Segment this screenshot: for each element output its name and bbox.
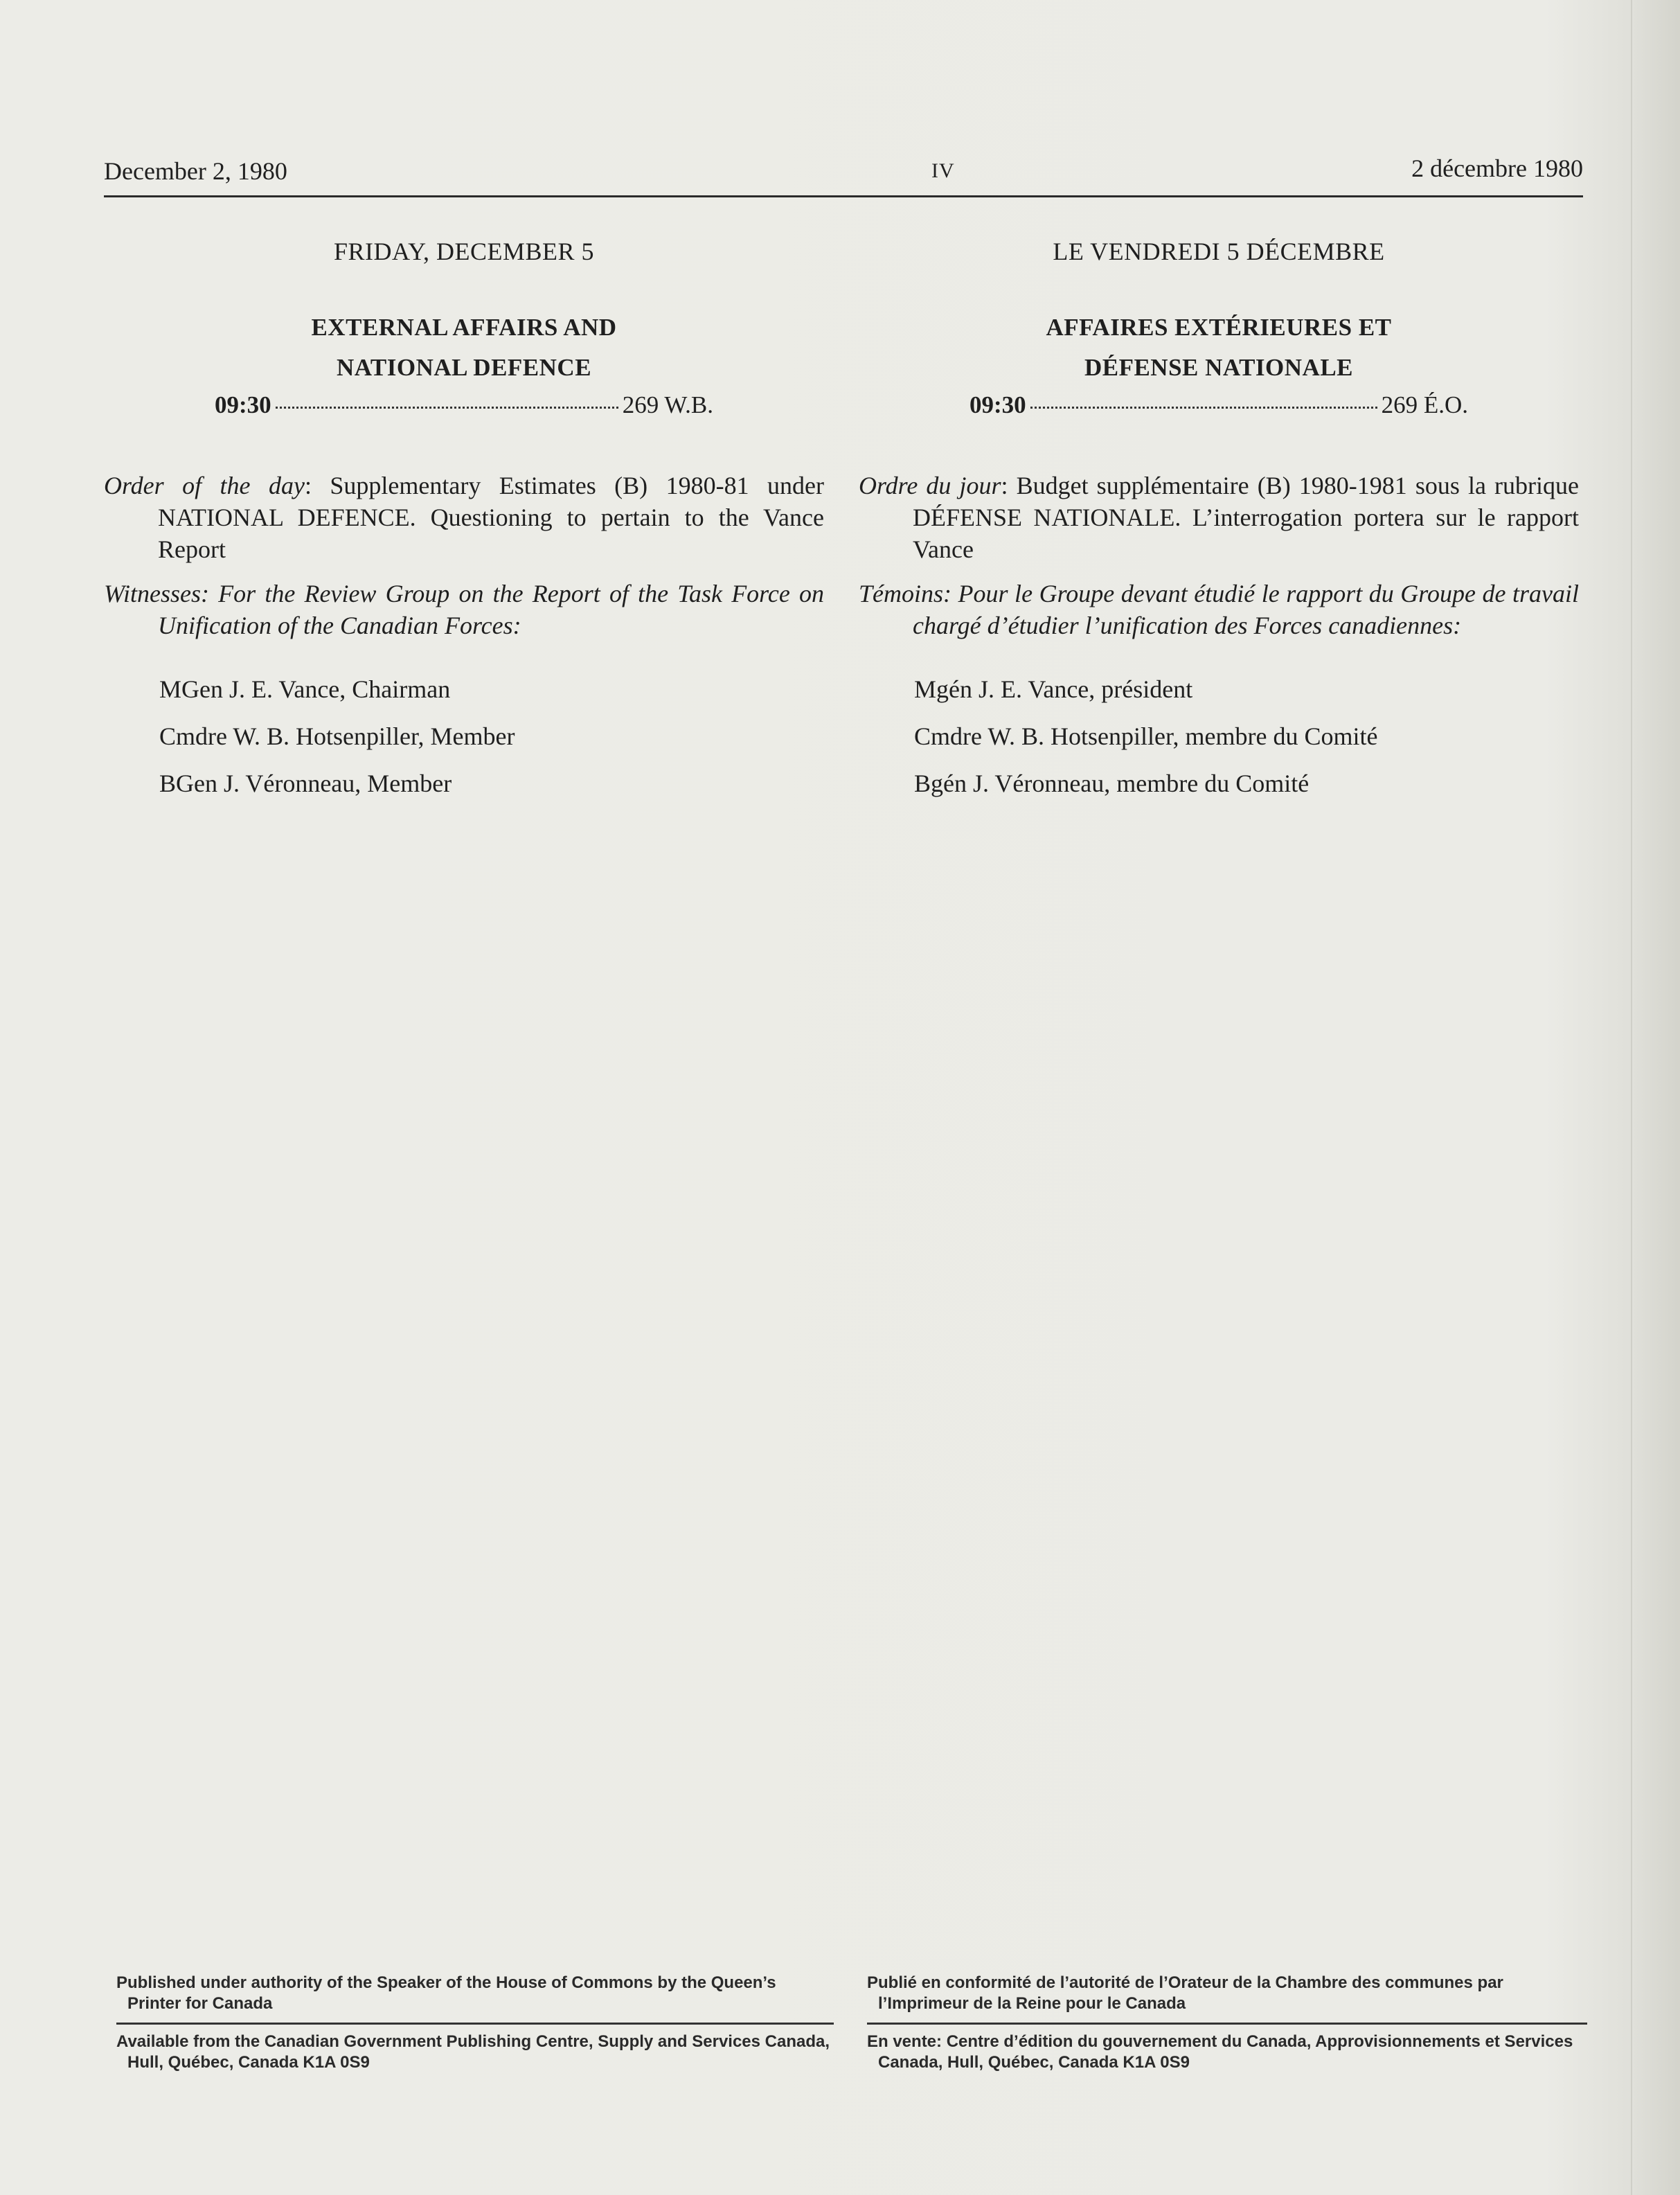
- footer-english: [116, 1973, 834, 2073]
- day-title: FRIDAY, DECEMBER 5: [333, 238, 595, 265]
- committee-line-2: DÉFENSE NATIONALE: [1084, 354, 1354, 381]
- dot-leader: [1030, 407, 1377, 409]
- page-edge: [1631, 0, 1680, 2195]
- meeting-time-room: [969, 389, 1468, 421]
- committee-line-1: EXTERNAL AFFAIRS AND: [311, 314, 617, 341]
- footer-french: [867, 1973, 1587, 2073]
- meeting-time: 09:30: [215, 391, 271, 418]
- witnesses-label: Témoins: [859, 580, 944, 607]
- order-of-the-day: [859, 470, 1579, 565]
- witnesses-label: Witnesses: [104, 580, 201, 607]
- witnesses-text: : For the Review Group on the Report of the Task Force on Unification of the Canadian Forces:: [158, 580, 824, 639]
- order-label: Order of the day: [104, 472, 305, 499]
- order-of-the-day: [104, 470, 824, 565]
- french-column: [859, 236, 1579, 815]
- footer-available: En vente: Centre d’édition du gouvernement du Canada, Approvisionnements et Services Canada, Hull, Québec, Canada K1A 0S9: [867, 2032, 1573, 2072]
- committee-name: [104, 308, 824, 388]
- page-header: [104, 151, 1583, 197]
- order-text: : Supplementary Estimates (B) 1980-81 under NATIONAL DEFENCE. Questioning to pertain to the Vance Report: [158, 472, 824, 563]
- footer-available: Available from the Canadian Government Publishing Centre, Supply and Services Canada, Hull, Québec, Canada K1A 0S9: [116, 2032, 830, 2072]
- witness-list: [104, 673, 824, 799]
- dot-leader: [276, 407, 618, 409]
- header-page-number: IV: [931, 159, 955, 182]
- witness-item: Mgén J. E. Vance, président: [914, 675, 1193, 703]
- witnesses-heading: [104, 578, 824, 641]
- english-column: [104, 236, 824, 815]
- committee-line-1: AFFAIRES EXTÉRIEURES ET: [1046, 314, 1392, 341]
- witnesses-text: : Pour le Groupe devant étudié le rapport du Groupe de travail chargé d’étudier l’unification des Forces canadiennes:: [913, 580, 1579, 639]
- witness-item: Cmdre W. B. Hotsenpiller, Member: [159, 722, 515, 750]
- footer-divider: [116, 2023, 834, 2025]
- order-text: : Budget supplémentaire (B) 1980-1981 sous la rubrique DÉFENSE NATIONALE. L’interrogation portera sur le rapport Vance: [913, 472, 1579, 563]
- header-date-fr: 2 décembre 1980: [1411, 154, 1583, 182]
- meeting-time: 09:30: [969, 391, 1026, 418]
- header-date-en: December 2, 1980: [104, 157, 287, 185]
- witness-item: MGen J. E. Vance, Chairman: [159, 675, 451, 703]
- day-title: LE VENDREDI 5 DÉCEMBRE: [1053, 238, 1385, 265]
- order-label: Ordre du jour: [859, 472, 1001, 499]
- meeting-room: 269 W.B.: [622, 391, 713, 418]
- footer-published: Publié en conformité de l’autorité de l’Orateur de la Chambre des communes par l’Imprimeur de la Reine pour le Canada: [867, 1973, 1503, 2013]
- committee-line-2: NATIONAL DEFENCE: [336, 354, 592, 381]
- witness-item: BGen J. Véronneau, Member: [159, 770, 452, 797]
- witness-item: Cmdre W. B. Hotsenpiller, membre du Comité: [914, 722, 1378, 750]
- footer-divider: [867, 2023, 1587, 2025]
- witnesses-heading: [859, 578, 1579, 641]
- witness-list: [859, 673, 1579, 799]
- meeting-room: 269 É.O.: [1381, 391, 1468, 418]
- footer-published: Published under authority of the Speaker of the House of Commons by the Queen’s Printer for Canada: [116, 1973, 776, 2013]
- meeting-time-room: [215, 389, 713, 421]
- witness-item: Bgén J. Véronneau, membre du Comité: [914, 770, 1310, 797]
- committee-name: [859, 308, 1579, 388]
